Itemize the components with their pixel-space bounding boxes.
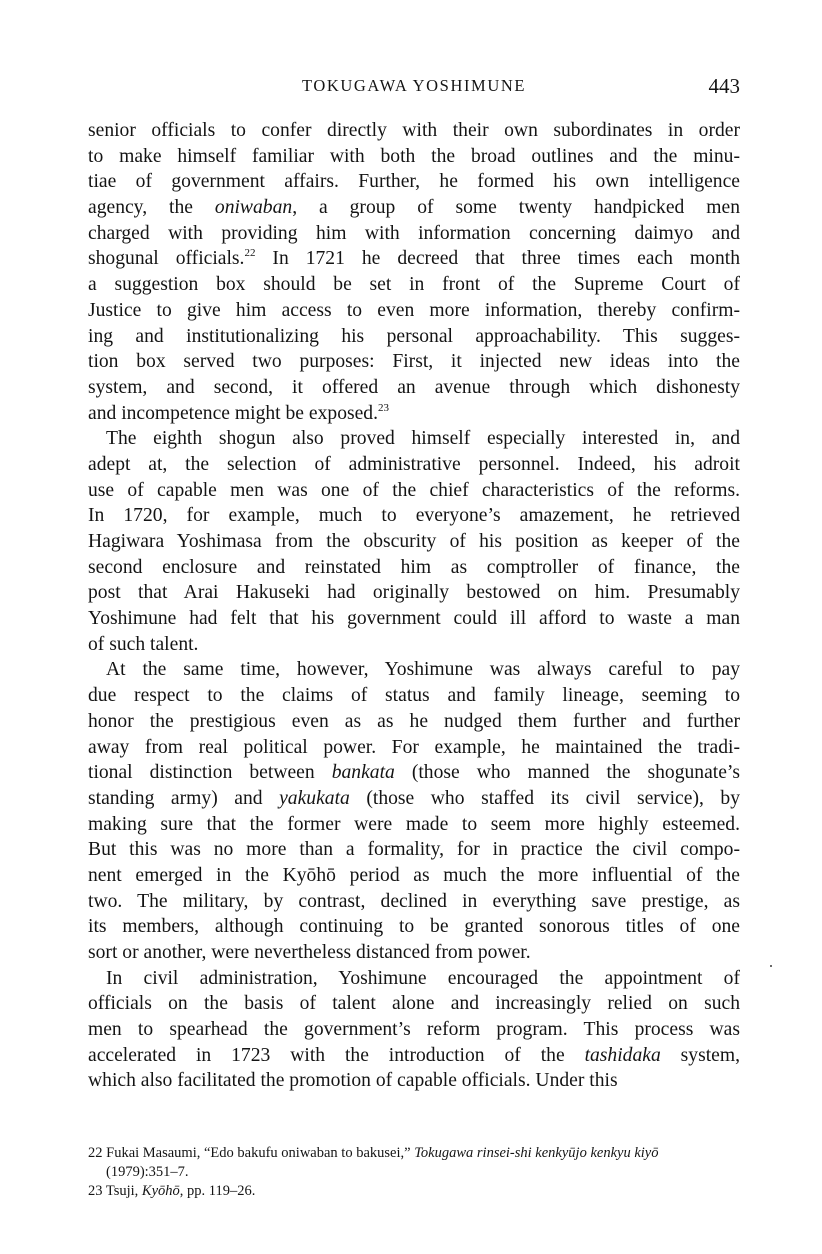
text-run: , a group of some twenty handpicked men [292,197,740,219]
text-run: to make himself familiar with both the broad outlines and the minu- [88,145,740,167]
text-line [88,991,740,1017]
text-line [88,246,740,272]
text-line [88,580,740,606]
running-head [88,74,740,100]
text-line [88,452,740,478]
text-line [88,863,740,889]
italic-term: Kyōhō [141,1183,180,1199]
text-run: of such talent. [88,633,199,655]
text-run: 23 Tsuji, [88,1183,142,1199]
text-line [88,940,740,966]
text-line [88,324,740,350]
text-line [88,478,740,504]
text-run: 22 Fukai Masaumi, “Edo bakufu oniwaban to bakusei,” [88,1145,415,1161]
text-run: standing army) and [88,787,280,809]
text-run: men to spearhead the government’s reform program. This process was [88,1019,740,1041]
footnotes [88,1144,740,1201]
running-title: TOKUGAWA YOSHIMUNE [301,76,527,95]
text-line [88,195,740,221]
footnote-line [88,1163,740,1182]
text-run: system, and second, it offered an avenue through which dishonesty [88,376,740,398]
text-run: Hagiwara Yoshimasa from the obscurity of his position as keeper of the [88,531,740,552]
text-line [88,298,740,324]
text-line [88,966,740,992]
footnote-line [88,1182,740,1201]
text-run: Justice to give him access to even more information, thereby confirm- [88,299,740,321]
text-line [88,426,740,452]
text-line [88,349,740,375]
text-run: tiae of government affairs. Further, he formed his own intelligence [88,171,740,193]
text-run: In 1721 he decreed that three times each month [255,248,740,270]
text-line [88,555,740,581]
text-run: , pp. 119–26. [179,1183,256,1199]
text-run: making sure that the former were made to seem more highly esteemed. [88,813,740,835]
text-run: But this was no more than a formality, for in practice the civil compo- [88,839,740,861]
text-run: accelerated in 1723 with the introduction of the [88,1044,585,1066]
text-line [88,401,740,427]
text-run: In 1720, for example, much to everyone’s amazement, he retrieved [88,505,740,527]
text-run: shogunal officials. [88,248,245,270]
text-run: due respect to the claims of status and family lineage, seeming to [88,685,740,707]
text-run: two. The military, by contrast, declined in everything save prestige, as [88,890,740,912]
text-run: charged with providing him with information concerning daimyo and [88,222,740,244]
text-run: system, [660,1044,740,1066]
text-line [88,1043,740,1069]
page-number: 443 [708,74,740,98]
text-line [88,683,740,709]
text-line [88,1068,740,1094]
text-line [88,529,740,555]
footnote-reference: 23 [378,401,390,414]
text-line [88,760,740,786]
footnote-line [88,1144,740,1163]
body-text [88,118,740,1094]
italic-term: bankata [331,762,395,784]
text-line [88,144,740,170]
text-line [88,503,740,529]
text-run: Yoshimune had felt that his government could ill afford to waste a man [88,608,740,630]
text-line [88,1017,740,1043]
text-line [88,914,740,940]
text-line [88,812,740,838]
text-run: The eighth shogun also proved himself especially interested in, and [106,428,740,450]
text-run: and incompetence might be exposed. [88,402,379,424]
italic-term: yakukata [279,787,350,809]
text-run: At the same time, however, Yoshimune was always careful to pay [106,659,740,681]
text-run: officials on the basis of talent alone and increasingly relied on such [88,993,740,1015]
text-run: honor the prestigious even as as he nudged them further and further [88,710,740,732]
text-line [88,735,740,761]
text-run: (those who manned the shogunate’s [394,762,740,784]
text-run: away from real political power. For example, he maintained the tradi- [88,736,740,758]
text-line [88,889,740,915]
text-line [88,221,740,247]
text-run: In civil administration, Yoshimune encouraged the appointment of [106,967,740,989]
footnote-reference: 22 [244,247,256,260]
text-line [88,786,740,812]
text-run: adept at, the selection of administrative personnel. Indeed, his adroit [88,453,740,475]
text-line [88,657,740,683]
text-run: post that Arai Hakuseki had originally bestowed on him. Presumably [88,582,740,604]
text-line [88,375,740,401]
text-run: (those who staffed its civil service), by [349,787,740,809]
stray-ink-mark [770,965,772,967]
text-line [88,169,740,195]
text-run: (1979):351–7. [106,1164,189,1180]
text-run: use of capable men was one of the chief characteristics of the reforms. [88,479,740,501]
text-line [88,709,740,735]
text-run: its members, although continuing to be granted sonorous titles of one [88,916,740,938]
italic-term: Tokugawa rinsei-shi kenkyūjo kenkyu kiyō [414,1145,659,1161]
text-run: agency, the [88,197,215,219]
text-line [88,118,740,144]
text-line [88,272,740,298]
italic-term: tashidaka [584,1044,661,1066]
text-line [88,632,740,658]
text-run: tion box served two purposes: First, it injected new ideas into the [88,351,740,373]
text-run: senior officials to confer directly with their own subordinates in order [88,120,740,141]
text-line [88,606,740,632]
text-run: a suggestion box should be set in front of the Supreme Court of [88,274,740,296]
italic-term: oniwaban [214,197,293,219]
text-run: sort or another, were nevertheless distanced from power. [88,942,531,963]
text-run: ing and institutionalizing his personal approachability. This sugges- [88,325,740,347]
text-line [88,837,740,863]
text-run: tional distinction between [88,762,332,784]
text-run: nent emerged in the Kyōhō period as much the more influential of the [88,864,740,886]
text-run: which also facilitated the promotion of capable officials. Under this [88,1070,618,1092]
text-run: second enclosure and reinstated him as comptroller of finance, the [88,556,740,578]
